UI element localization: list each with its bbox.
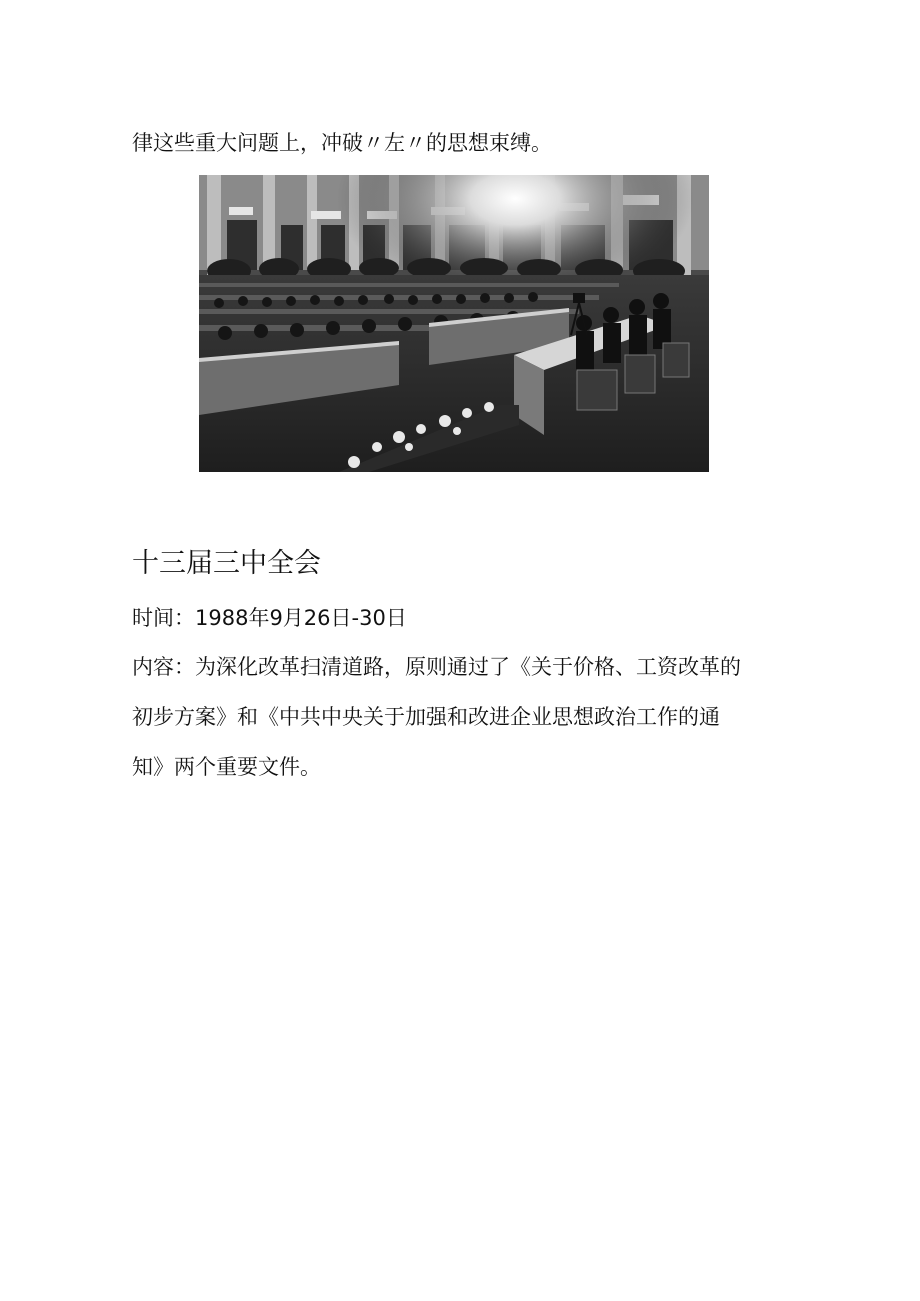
time-value: 1988年9月26日-30日	[195, 606, 407, 630]
content-line: 知》两个重要文件。	[132, 755, 321, 779]
time-line	[132, 603, 407, 633]
content-text: 为深化改革扫清道路，原则通过了《关于价格、工资改革的	[195, 655, 741, 679]
section-title: 十三届三中全会	[132, 548, 321, 579]
content-label: 内容：	[132, 655, 195, 679]
intro-text: 律这些重大问题上，冲破〃左〃的思想束缚。	[132, 131, 552, 155]
content-line: 初步方案》和《中共中央关于加强和改进企业思想政治工作的通	[132, 705, 720, 729]
content-line	[132, 652, 741, 682]
plenary-session-photo	[199, 175, 709, 472]
time-label: 时间：	[132, 606, 195, 630]
